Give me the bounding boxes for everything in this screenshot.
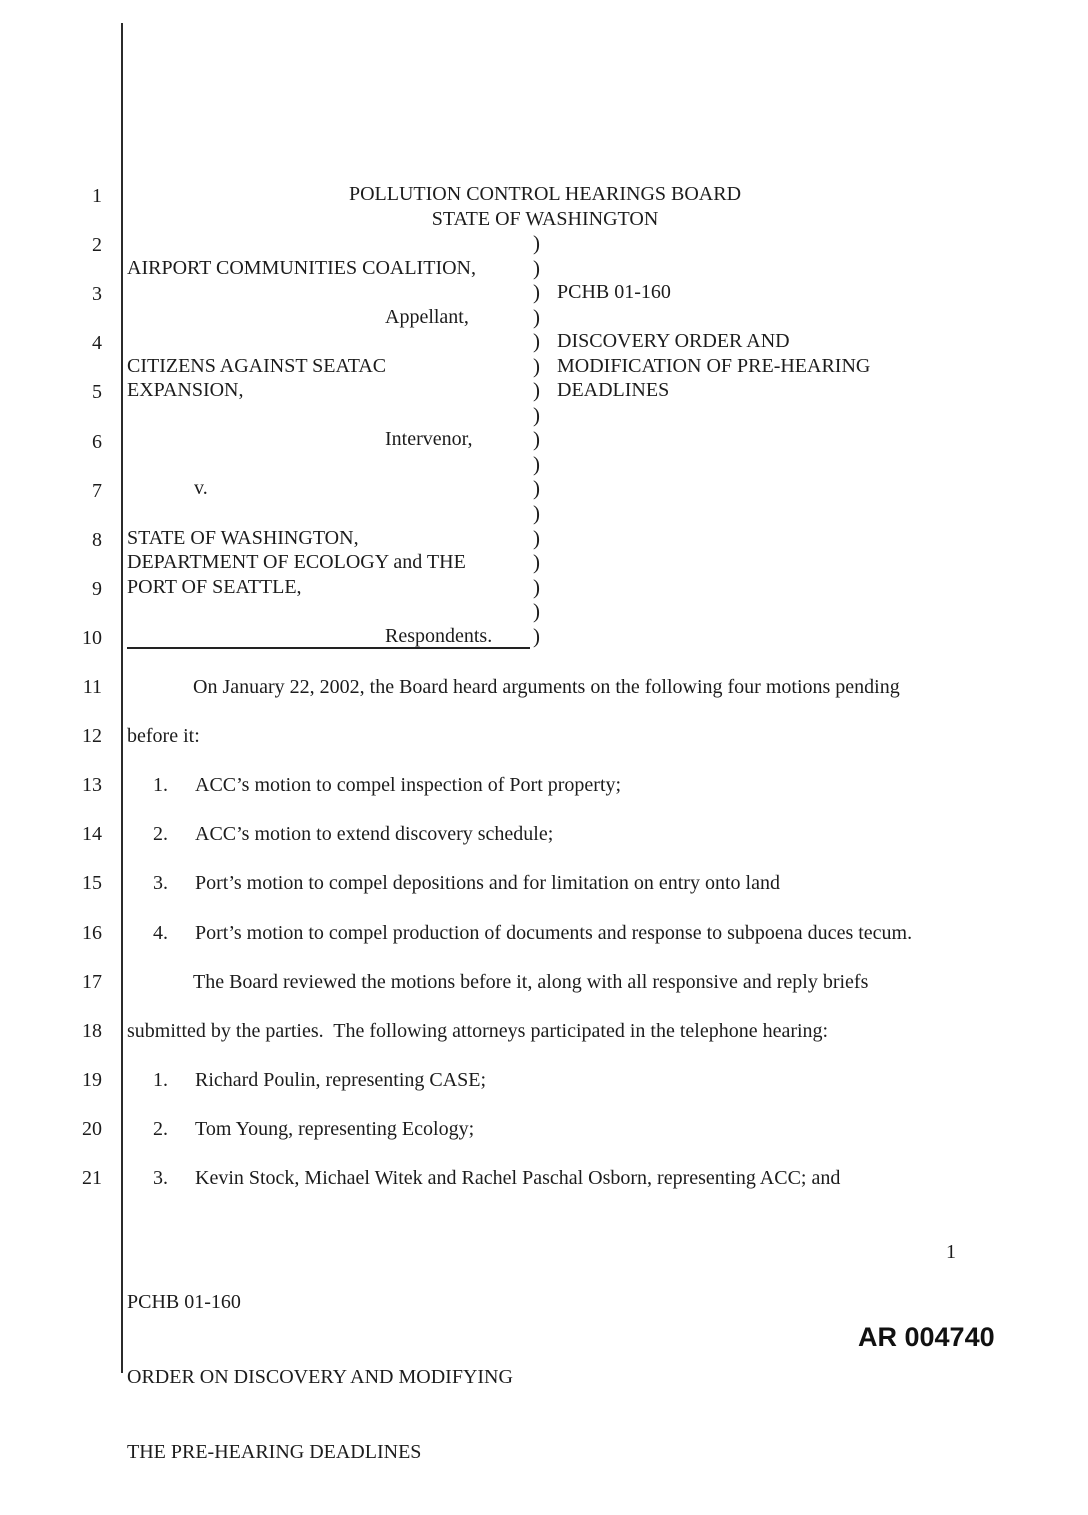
body-line [127, 724, 977, 749]
body-line-text: Richard Poulin, representing CASE; [195, 1068, 487, 1091]
body-line [127, 675, 1043, 700]
caption-paren: ) [533, 623, 540, 648]
court-title-line2: STATE OF WASHINGTON [431, 207, 659, 230]
caption-paren: ) [533, 550, 540, 575]
party-text: v. [194, 477, 208, 500]
line-number: 11 [82, 676, 102, 698]
party-text: STATE OF WASHINGTON, [127, 526, 359, 549]
body-line-text: before it: [127, 725, 200, 748]
caption-paren: ) [533, 574, 540, 599]
caption-paren: ) [533, 378, 540, 403]
body-line [127, 1166, 1003, 1191]
body-line [127, 921, 1003, 946]
list-number: 1. [153, 1068, 168, 1091]
line-number: 17 [82, 970, 102, 993]
line-number: 15 [82, 872, 102, 895]
line-number: 19 [82, 1068, 102, 1091]
list-number: 4. [153, 921, 168, 944]
party-text: Intervenor, [385, 428, 473, 451]
line-number: 10 [82, 626, 102, 649]
footer-order-title-line1: ORDER ON DISCOVERY AND MODIFYING [127, 1366, 513, 1388]
body-line [127, 871, 1003, 896]
body-line-text: submitted by the parties. The following attorneys participated in the telephone hearing: [127, 1019, 829, 1042]
line-number: 5 [92, 381, 102, 404]
body-line [127, 773, 1003, 798]
body-line [127, 1068, 1003, 1093]
caption-right-text: MODIFICATION OF PRE-HEARING [557, 354, 871, 377]
line-number: 13 [82, 774, 102, 797]
list-number: 3. [153, 872, 168, 895]
caption-paren: ) [533, 451, 540, 476]
caption-right-text: DISCOVERY ORDER AND [557, 330, 790, 353]
party-text: AIRPORT COMMUNITIES COALITION, [127, 256, 476, 279]
body-line [127, 1019, 977, 1044]
party-text: Appellant, [385, 305, 469, 328]
body-line [127, 970, 1043, 995]
line-number: 21 [82, 1167, 102, 1189]
body-line-text: On January 22, 2002, the Board heard arguments on the following four motions pending [193, 676, 900, 698]
body-line [127, 1117, 1003, 1142]
line-number: 20 [82, 1117, 102, 1140]
list-number: 2. [153, 1117, 168, 1140]
caption-paren: ) [533, 501, 540, 526]
line-number: 12 [82, 725, 102, 748]
caption-paren: ) [533, 329, 540, 354]
footer-block [127, 1240, 687, 1515]
bates-stamp: AR 004740 [858, 1322, 995, 1352]
party-text: DEPARTMENT OF ECOLOGY and THE [127, 551, 466, 574]
caption-paren: ) [533, 402, 540, 427]
list-number: 2. [153, 823, 168, 846]
party-text: Respondents. [385, 624, 493, 647]
footer-case-number: PCHB 01-160 [127, 1291, 241, 1313]
party-text: CITIZENS AGAINST SEATAC [127, 354, 387, 377]
caption-right-text: PCHB 01-160 [557, 281, 671, 304]
line-number: 4 [92, 332, 102, 355]
caption-paren: ) [533, 599, 540, 624]
line-number: 3 [92, 283, 102, 306]
body-line-text: Kevin Stock, Michael Witek and Rachel Paschal Osborn, representing ACC; and [195, 1167, 841, 1189]
body-line-text: Tom Young, representing Ecology; [195, 1117, 475, 1140]
court-title-line1: POLLUTION CONTROL HEARINGS BOARD [348, 183, 742, 205]
line-number: 2 [92, 234, 102, 257]
body-line-text: Port’s motion to compel depositions and for limitation on entry onto land [195, 872, 780, 895]
line-number: 14 [82, 823, 102, 846]
caption-paren: ) [533, 255, 540, 280]
body-line-text: ACC’s motion to compel inspection of Port property; [195, 774, 622, 797]
line-number: 8 [92, 528, 102, 551]
caption-paren: ) [533, 525, 540, 550]
caption-right-text: DEADLINES [557, 379, 670, 402]
line-number: 18 [82, 1019, 102, 1042]
caption-paren: ) [533, 304, 540, 329]
caption-paren: ) [533, 231, 540, 255]
party-text: EXPANSION, [127, 379, 244, 402]
line-number: 6 [92, 430, 102, 453]
list-number: 3. [153, 1167, 168, 1189]
caption-paren: ) [533, 353, 540, 378]
body-line-text: ACC’s motion to extend discovery schedule; [195, 823, 554, 846]
line-number: 16 [82, 921, 102, 944]
body-line [127, 822, 1003, 847]
body-line-text: The Board reviewed the motions before it, along with all responsive and reply briefs [193, 970, 869, 993]
list-number: 1. [153, 774, 168, 797]
line-number: 9 [92, 577, 102, 600]
caption-paren: ) [533, 280, 540, 305]
line-number: 1 [92, 185, 102, 207]
page-number: 1 [946, 1241, 956, 1263]
body-line-text: Port’s motion to compel production of documents and response to subpoena duces tecum. [195, 921, 913, 944]
line-number: 7 [92, 479, 102, 502]
party-text: PORT OF SEATTLE, [127, 575, 302, 598]
caption-paren: ) [533, 427, 540, 452]
caption-paren: ) [533, 476, 540, 501]
footer-order-title-line2: THE PRE-HEARING DEADLINES [127, 1441, 422, 1463]
